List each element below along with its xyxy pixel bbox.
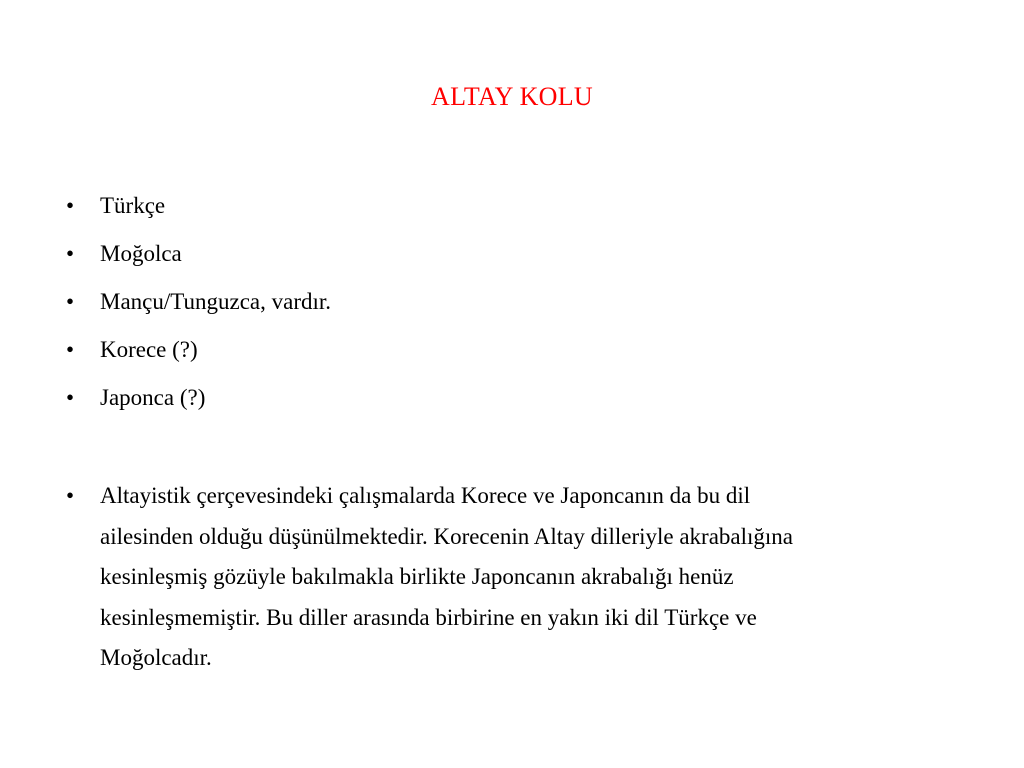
- bullet-text: Korece (?): [100, 337, 198, 362]
- slide-title: ALTAY KOLU: [431, 82, 593, 111]
- bullet-icon: •: [65, 385, 75, 410]
- bullet-icon: •: [65, 241, 75, 266]
- bullet-icon: •: [65, 483, 75, 508]
- bullet-list: [60, 190, 970, 430]
- bullet-text: Mançu/Tunguzca, vardır.: [100, 289, 332, 314]
- bullet-item: [60, 238, 970, 286]
- bullet-text: Moğolca: [100, 241, 182, 266]
- bullet-item: [60, 286, 970, 334]
- bullet-icon: •: [65, 289, 75, 314]
- paragraph-item: [60, 476, 970, 679]
- bullet-text: Türkçe: [100, 193, 166, 218]
- bullet-item: [60, 334, 970, 382]
- bullet-icon: •: [65, 193, 75, 218]
- paragraph-text: Altayistik çerçevesindeki çalışmalarda Korece ve Japoncanın da bu dil ailesinden olduğu düşünülmektedir. Korecenin Altay dilleriyle akrabalığına kesinleşmiş gözüyle bakılmakla birlikte Japoncanın akrabalığı henüz kesinleşmemiştir. Bu diller arasında birbirine en yakın iki dil Türkçe ve Moğolcadır.: [100, 483, 794, 670]
- bullet-item: [60, 382, 970, 430]
- bullet-text: Japonca (?): [100, 385, 206, 410]
- paragraph-list: [60, 476, 970, 679]
- bullet-item: [60, 190, 970, 238]
- bullet-icon: •: [65, 337, 75, 362]
